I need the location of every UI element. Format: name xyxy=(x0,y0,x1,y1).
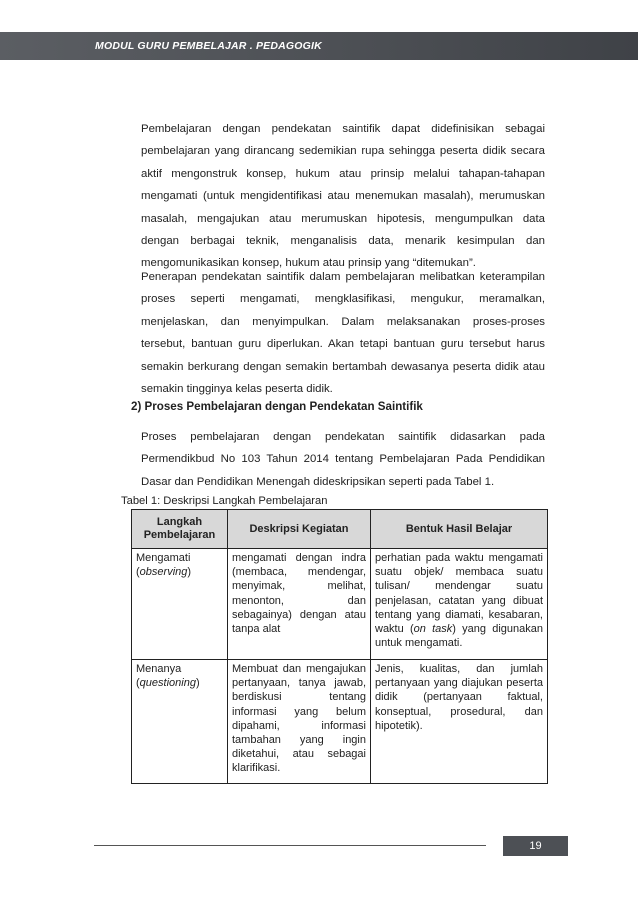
section-heading: 2) Proses Pembelajaran dengan Pendekatan Saintifik xyxy=(131,400,423,413)
step-english: questioning xyxy=(139,677,196,690)
cell-activity: Membuat dan mengajukan pertanyaan, tanya jawab, berdiskusi tentang informasi yang belum dipahami, informasi tambahan yang ingin diketahui, atau sebagai klarifikasi. xyxy=(228,660,371,784)
table-header-row xyxy=(132,510,548,549)
outcome-italic: on task xyxy=(413,623,453,636)
table-row xyxy=(132,549,548,660)
header-learning-step-line2: Pembelajaran xyxy=(143,529,216,541)
step-english: observing xyxy=(139,566,188,579)
paragraph-permendikbud-reference: Proses pembelajaran dengan pendekatan saintifik didasarkan pada Permendikbud No 103 Tahun 2014 tentang Pembelajaran Pada Pendidikan Dasar dan Pendidikan Menengah dideskripsikan seperti pada Tabel 1. xyxy=(141,431,545,488)
header-learning-step xyxy=(132,510,228,549)
cell-activity: mengamati dengan indra (membaca, mendengar, menyimak, melihat, menonton, dan sebagainya) dengan atau tanpa alat xyxy=(228,549,371,660)
paragraph-scientific-approach-definition: Pembelajaran dengan pendekatan saintifik dapat didefinisikan sebagai pembelajaran yang dirancang sedemikian rupa sehingga peserta didik secara aktif mengonstruk konsep, hukum atau prinsip melalui tahapan-tahapan mengamati (untuk mengidentifikasi atau menemukan masalah), merumuskan masalah, mengajukan atau merumuskan hipotesis, mengumpulkan data dengan berbagai teknik, menganalisis data, menarik kesimpulan dan mengomunikasikan konsep, hukum atau prinsip yang “ditemukan”. xyxy=(141,123,545,270)
header-learning-step-line1: Langkah xyxy=(156,516,203,528)
paragraph-scientific-approach-application: Penerapan pendekatan saintifik dalam pembelajaran melibatkan keterampilan proses seperti mengamati, mengklasifikasi, mengukur, meramalkan, menjelaskan, dan menyimpulkan. Dalam melaksanakan proses-proses tersebut, bantuan guru diperlukan. Akan tetapi bantuan guru tersebut harus semakin berkurang dengan semakin bertambah dewasanya peserta didik atau semakin tingginya kelas peserta didik. xyxy=(141,271,545,396)
outcome-text-a: perhatian pada waktu mengamati suatu objek/ membaca suatu tulisan/ mendengar suatu penjelasan, catatan yang dibuat tentang yang diamati, kesabaran, waktu ( xyxy=(375,552,543,636)
cell-outcome xyxy=(371,549,548,660)
table-row xyxy=(132,660,548,784)
running-header-title: MODUL GURU PEMBELAJAR . PEDAGOGIK xyxy=(95,40,322,52)
footer-rule xyxy=(94,845,486,846)
header-activity-description: Deskripsi Kegiatan xyxy=(228,510,371,549)
table-caption: Tabel 1: Deskripsi Langkah Pembelajaran xyxy=(121,495,328,507)
step-name: Menanya xyxy=(136,663,182,675)
outcome-text-b: ) yang digunakan untuk mengamati. xyxy=(375,623,543,650)
cell-step: Mengamati (observing) xyxy=(132,549,228,660)
learning-steps-table xyxy=(131,509,548,784)
cell-step: Menanya (questioning) xyxy=(132,660,228,784)
step-name: Mengamati xyxy=(136,552,191,564)
cell-outcome: Jenis, kualitas, dan jumlah pertanyaan yang diajukan peserta didik (pertanyaan faktual, konseptual, prosedural, dan hipotetik). xyxy=(371,660,548,784)
header-learning-outcome: Bentuk Hasil Belajar xyxy=(371,510,548,549)
page-number: 19 xyxy=(503,836,568,856)
